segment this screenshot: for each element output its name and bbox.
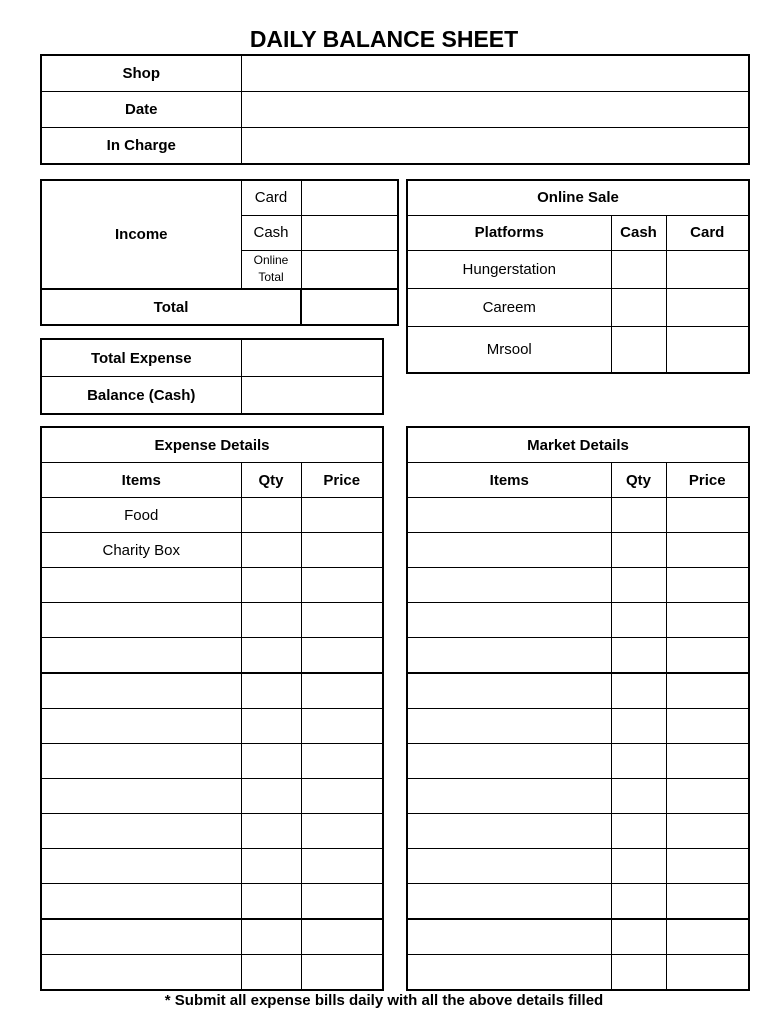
market-row bbox=[407, 814, 749, 849]
market-price-cell[interactable] bbox=[666, 568, 749, 603]
expense-price-cell[interactable] bbox=[301, 955, 383, 991]
income-total-field[interactable] bbox=[301, 289, 398, 325]
market-qty-cell[interactable] bbox=[611, 533, 666, 568]
expense-details-table bbox=[40, 426, 384, 991]
balance-cash-label: Balance (Cash) bbox=[41, 377, 241, 415]
online-sale-table bbox=[406, 179, 750, 374]
market-qty-cell[interactable] bbox=[611, 568, 666, 603]
expense-row bbox=[41, 638, 383, 674]
market-header-row bbox=[407, 463, 749, 498]
shop-field[interactable] bbox=[241, 55, 749, 92]
expense-price-cell[interactable] bbox=[301, 638, 383, 674]
expense-row bbox=[41, 814, 383, 849]
market-price-cell[interactable] bbox=[666, 744, 749, 779]
market-price-cell[interactable] bbox=[666, 638, 749, 674]
market-row bbox=[407, 673, 749, 709]
expense-row bbox=[41, 673, 383, 709]
market-item-cell[interactable] bbox=[407, 919, 611, 955]
summary-table bbox=[40, 338, 384, 415]
expense-row bbox=[41, 884, 383, 920]
expense-row bbox=[41, 955, 383, 991]
market-qty-header: Qty bbox=[611, 463, 666, 498]
platform-label: Careem bbox=[407, 288, 611, 326]
expense-price-cell[interactable] bbox=[301, 673, 383, 709]
expense-item-cell[interactable] bbox=[41, 779, 241, 814]
market-row bbox=[407, 709, 749, 744]
market-item-cell[interactable] bbox=[407, 709, 611, 744]
platform-label: Mrsool bbox=[407, 326, 611, 373]
platform-row-mrsool bbox=[407, 326, 749, 373]
market-qty-cell[interactable] bbox=[611, 498, 666, 533]
online-sale-title-row bbox=[407, 180, 749, 215]
expense-price-cell[interactable] bbox=[301, 498, 383, 533]
expense-row bbox=[41, 849, 383, 884]
market-details-table bbox=[406, 426, 750, 991]
platform-row-hungerstation bbox=[407, 250, 749, 288]
date-label: Date bbox=[41, 92, 241, 128]
market-item-cell[interactable] bbox=[407, 849, 611, 884]
expense-price-cell[interactable] bbox=[301, 884, 383, 920]
market-row bbox=[407, 533, 749, 568]
expense-row bbox=[41, 709, 383, 744]
expense-item-cell[interactable]: Food bbox=[41, 498, 241, 533]
total-expense-field[interactable] bbox=[241, 339, 383, 377]
expense-qty-cell[interactable] bbox=[241, 638, 301, 674]
market-row bbox=[407, 919, 749, 955]
expense-item-cell[interactable] bbox=[41, 955, 241, 991]
platform-card-field[interactable] bbox=[666, 288, 749, 326]
date-row bbox=[41, 92, 749, 128]
market-qty-cell[interactable] bbox=[611, 744, 666, 779]
market-price-cell[interactable] bbox=[666, 673, 749, 709]
market-price-cell[interactable] bbox=[666, 849, 749, 884]
market-item-cell[interactable] bbox=[407, 568, 611, 603]
market-qty-cell[interactable] bbox=[611, 673, 666, 709]
expense-details-title: Expense Details bbox=[41, 427, 383, 463]
market-row bbox=[407, 955, 749, 991]
total-expense-label: Total Expense bbox=[41, 339, 241, 377]
income-total-label: Total bbox=[41, 289, 301, 325]
online-total-line2: Total bbox=[258, 270, 284, 285]
total-expense-row bbox=[41, 339, 383, 377]
market-price-header: Price bbox=[666, 463, 749, 498]
market-row bbox=[407, 849, 749, 884]
market-item-cell[interactable] bbox=[407, 673, 611, 709]
shop-label: Shop bbox=[41, 55, 241, 92]
online-sale-title: Online Sale bbox=[407, 180, 749, 215]
in-charge-label: In Charge bbox=[41, 128, 241, 165]
market-row bbox=[407, 603, 749, 638]
market-price-cell[interactable] bbox=[666, 603, 749, 638]
expense-row bbox=[41, 568, 383, 603]
expense-qty-cell[interactable] bbox=[241, 884, 301, 920]
expense-row bbox=[41, 779, 383, 814]
income-cash-field[interactable] bbox=[301, 215, 398, 250]
expense-header-row bbox=[41, 463, 383, 498]
expense-qty-cell[interactable] bbox=[241, 744, 301, 779]
market-price-cell[interactable] bbox=[666, 814, 749, 849]
shop-row bbox=[41, 55, 749, 92]
expense-title-row bbox=[41, 427, 383, 463]
expense-qty-cell[interactable] bbox=[241, 673, 301, 709]
market-item-cell[interactable] bbox=[407, 744, 611, 779]
market-items-header: Items bbox=[407, 463, 611, 498]
market-qty-cell[interactable] bbox=[611, 779, 666, 814]
market-price-cell[interactable] bbox=[666, 533, 749, 568]
market-row bbox=[407, 498, 749, 533]
market-item-cell[interactable] bbox=[407, 498, 611, 533]
expense-price-cell[interactable] bbox=[301, 779, 383, 814]
market-item-cell[interactable] bbox=[407, 779, 611, 814]
market-qty-cell[interactable] bbox=[611, 884, 666, 920]
expense-items-header: Items bbox=[41, 463, 241, 498]
balance-cash-row bbox=[41, 377, 383, 415]
income-label: Income bbox=[41, 180, 241, 289]
expense-row bbox=[41, 744, 383, 779]
market-row bbox=[407, 779, 749, 814]
page-title: DAILY BALANCE SHEET bbox=[249, 26, 519, 52]
market-row bbox=[407, 884, 749, 920]
expense-item-cell[interactable] bbox=[41, 709, 241, 744]
market-item-cell[interactable] bbox=[407, 955, 611, 991]
header-info-table bbox=[40, 54, 750, 165]
expense-price-cell[interactable] bbox=[301, 919, 383, 955]
expense-qty-cell[interactable] bbox=[241, 533, 301, 568]
market-qty-cell[interactable] bbox=[611, 919, 666, 955]
market-price-cell[interactable] bbox=[666, 955, 749, 991]
market-row bbox=[407, 568, 749, 603]
expense-price-cell[interactable] bbox=[301, 709, 383, 744]
expense-price-cell[interactable] bbox=[301, 849, 383, 884]
expense-item-cell[interactable] bbox=[41, 638, 241, 674]
income-online-total-label bbox=[241, 250, 301, 289]
date-field[interactable] bbox=[241, 92, 749, 128]
market-qty-cell[interactable] bbox=[611, 603, 666, 638]
platforms-header: Platforms bbox=[407, 215, 611, 250]
expense-price-header: Price bbox=[301, 463, 383, 498]
market-row bbox=[407, 744, 749, 779]
expense-qty-cell[interactable] bbox=[241, 919, 301, 955]
expense-qty-cell[interactable] bbox=[241, 955, 301, 991]
income-cash-label: Cash bbox=[241, 215, 301, 250]
expense-item-cell[interactable]: Charity Box bbox=[41, 533, 241, 568]
expense-item-cell[interactable] bbox=[41, 744, 241, 779]
market-price-cell[interactable] bbox=[666, 709, 749, 744]
online-card-header: Card bbox=[666, 215, 749, 250]
expense-qty-cell[interactable] bbox=[241, 568, 301, 603]
expense-price-cell[interactable] bbox=[301, 603, 383, 638]
online-sale-header-row bbox=[407, 215, 749, 250]
expense-qty-cell[interactable] bbox=[241, 709, 301, 744]
expense-qty-cell[interactable] bbox=[241, 498, 301, 533]
market-item-cell[interactable] bbox=[407, 638, 611, 674]
income-card-row bbox=[41, 180, 398, 215]
expense-qty-cell[interactable] bbox=[241, 814, 301, 849]
income-online-total-field[interactable] bbox=[301, 250, 398, 289]
market-item-cell[interactable] bbox=[407, 533, 611, 568]
expense-qty-cell[interactable] bbox=[241, 849, 301, 884]
income-total-row bbox=[41, 289, 398, 325]
expense-item-cell[interactable] bbox=[41, 603, 241, 638]
expense-price-cell[interactable] bbox=[301, 568, 383, 603]
market-item-cell[interactable] bbox=[407, 603, 611, 638]
expense-item-cell[interactable] bbox=[41, 814, 241, 849]
platform-card-field[interactable] bbox=[666, 326, 749, 373]
income-card-label: Card bbox=[241, 180, 301, 215]
market-price-cell[interactable] bbox=[666, 779, 749, 814]
market-price-cell[interactable] bbox=[666, 884, 749, 920]
expense-item-cell[interactable] bbox=[41, 884, 241, 920]
platform-cash-field[interactable] bbox=[611, 250, 666, 288]
market-item-cell[interactable] bbox=[407, 814, 611, 849]
expense-qty-header: Qty bbox=[241, 463, 301, 498]
online-total-line1: Online bbox=[253, 253, 289, 268]
expense-row bbox=[41, 533, 383, 568]
expense-row bbox=[41, 498, 383, 533]
platform-label: Hungerstation bbox=[407, 250, 611, 288]
expense-item-cell[interactable] bbox=[41, 568, 241, 603]
expense-row bbox=[41, 919, 383, 955]
income-card-field[interactable] bbox=[301, 180, 398, 215]
expense-price-cell[interactable] bbox=[301, 533, 383, 568]
online-cash-header: Cash bbox=[611, 215, 666, 250]
in-charge-row bbox=[41, 128, 749, 165]
balance-cash-field[interactable] bbox=[241, 377, 383, 415]
expense-qty-cell[interactable] bbox=[241, 779, 301, 814]
market-title-row bbox=[407, 427, 749, 463]
expense-price-cell[interactable] bbox=[301, 744, 383, 779]
expense-price-cell[interactable] bbox=[301, 814, 383, 849]
market-price-cell[interactable] bbox=[666, 498, 749, 533]
market-qty-cell[interactable] bbox=[611, 814, 666, 849]
expense-item-cell[interactable] bbox=[41, 849, 241, 884]
market-qty-cell[interactable] bbox=[611, 849, 666, 884]
market-qty-cell[interactable] bbox=[611, 638, 666, 674]
expense-item-cell[interactable] bbox=[41, 919, 241, 955]
market-price-cell[interactable] bbox=[666, 919, 749, 955]
market-item-cell[interactable] bbox=[407, 884, 611, 920]
expense-item-cell[interactable] bbox=[41, 673, 241, 709]
market-row bbox=[407, 638, 749, 674]
market-qty-cell[interactable] bbox=[611, 709, 666, 744]
platform-cash-field[interactable] bbox=[611, 326, 666, 373]
footer-note: * Submit all expense bills daily with all the above details filled bbox=[164, 992, 604, 1009]
platform-card-field[interactable] bbox=[666, 250, 749, 288]
in-charge-field[interactable] bbox=[241, 128, 749, 165]
market-details-title: Market Details bbox=[407, 427, 749, 463]
platform-cash-field[interactable] bbox=[611, 288, 666, 326]
platform-row-careem bbox=[407, 288, 749, 326]
market-qty-cell[interactable] bbox=[611, 955, 666, 991]
income-table bbox=[40, 179, 399, 326]
expense-row bbox=[41, 603, 383, 638]
expense-qty-cell[interactable] bbox=[241, 603, 301, 638]
